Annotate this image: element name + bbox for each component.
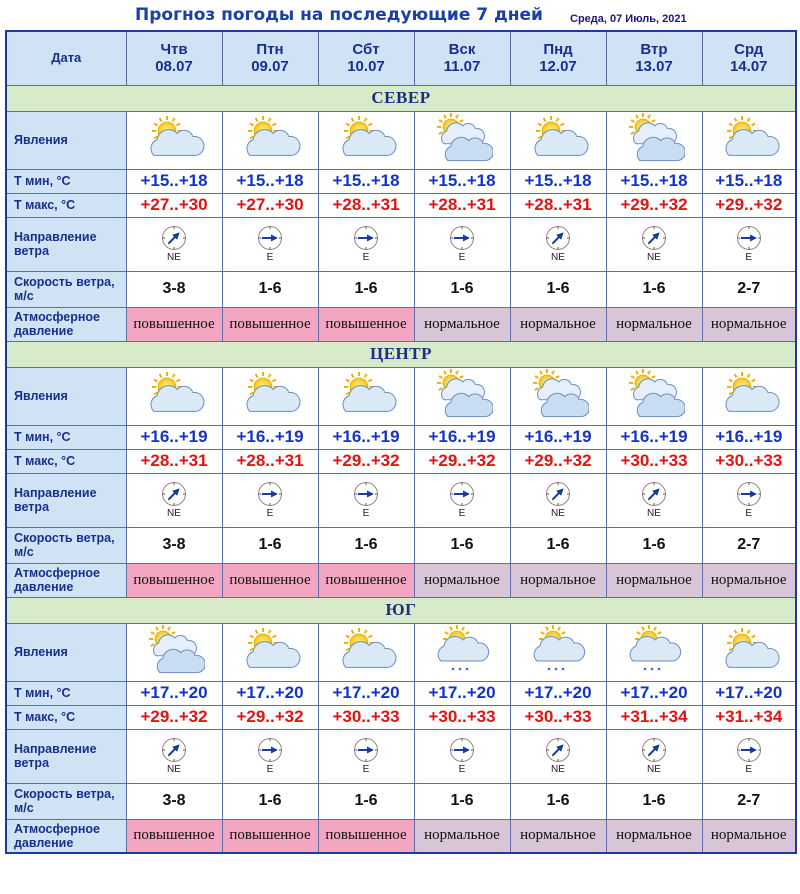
weather-icon-cell xyxy=(702,367,796,425)
day-date: 10.07 xyxy=(347,58,385,76)
wind-dir-cell xyxy=(318,217,414,271)
tmax-value: +28..+31 xyxy=(222,449,318,473)
tmin-value: +16..+19 xyxy=(222,425,318,449)
tmin-value: +17..+20 xyxy=(318,681,414,705)
pressure-value: повышенное xyxy=(126,819,222,853)
tmin-value: +17..+20 xyxy=(606,681,702,705)
tmax-value: +29..+32 xyxy=(702,193,796,217)
tmax-value: +31..+34 xyxy=(606,705,702,729)
day-header xyxy=(414,31,510,85)
wind-speed-value: 1-6 xyxy=(222,783,318,819)
tmax-label: Т макс, °C xyxy=(6,193,126,217)
pressure-value: нормальное xyxy=(414,307,510,341)
weather-icon-cell xyxy=(414,111,510,169)
pressure-value: повышенное xyxy=(318,819,414,853)
day-header xyxy=(318,31,414,85)
day-date: 13.07 xyxy=(635,58,673,76)
tmax-row xyxy=(6,193,796,217)
partly-cloudy-icon xyxy=(718,113,780,167)
compass-icon xyxy=(161,225,187,251)
wind-speed-value: 1-6 xyxy=(318,271,414,307)
tmin-value: +16..+19 xyxy=(318,425,414,449)
wind-speed-label: Скорость ветра, м/с xyxy=(6,783,126,819)
wind-dir-label: Направление ветра xyxy=(6,217,126,271)
wind-dir-cell xyxy=(414,473,510,527)
tmin-value: +15..+18 xyxy=(318,169,414,193)
wind-dir-cell xyxy=(414,217,510,271)
wind-speed-value: 3-8 xyxy=(126,783,222,819)
compass-icon xyxy=(257,225,283,251)
tmin-value: +15..+18 xyxy=(126,169,222,193)
weather-icon-cell xyxy=(318,623,414,681)
wind-dir-cell xyxy=(606,473,702,527)
tmin-value: +17..+20 xyxy=(126,681,222,705)
wind-dir-text: E xyxy=(266,508,274,519)
phenomena-row xyxy=(6,111,796,169)
day-of-week: Срд xyxy=(734,41,764,59)
tmin-value: +17..+20 xyxy=(222,681,318,705)
weather-icon-cell xyxy=(702,623,796,681)
tmax-value: +29..+32 xyxy=(510,449,606,473)
weather-icon-cell xyxy=(414,367,510,425)
phenomena-label: Явления xyxy=(6,623,126,681)
tmax-value: +29..+32 xyxy=(414,449,510,473)
wind-dir-text: NE xyxy=(551,252,565,263)
pressure-value: нормальное xyxy=(702,307,796,341)
wind-dir-text: NE xyxy=(647,508,661,519)
compass-icon xyxy=(161,481,187,507)
wind-speed-row xyxy=(6,783,796,819)
wind-speed-value: 3-8 xyxy=(126,527,222,563)
wind-dir-cell xyxy=(318,729,414,783)
wind-dir-row xyxy=(6,729,796,783)
region-row xyxy=(6,341,796,367)
wind-dir-cell xyxy=(606,217,702,271)
wind-speed-value: 1-6 xyxy=(510,271,606,307)
phenomena-label: Явления xyxy=(6,367,126,425)
tmin-value: +15..+18 xyxy=(414,169,510,193)
wind-speed-label: Скорость ветра, м/с xyxy=(6,271,126,307)
compass-icon xyxy=(545,481,571,507)
weather-icon-cell xyxy=(318,367,414,425)
weather-icon-cell xyxy=(510,111,606,169)
tmax-row xyxy=(6,705,796,729)
tmax-value: +28..+31 xyxy=(510,193,606,217)
tmax-value: +27..+30 xyxy=(126,193,222,217)
cloudy-sun-icon xyxy=(623,113,685,167)
wind-dir-cell xyxy=(222,217,318,271)
wind-speed-value: 1-6 xyxy=(606,783,702,819)
wind-speed-value: 1-6 xyxy=(414,527,510,563)
partly-cloudy-icon xyxy=(239,625,301,679)
wind-dir-cell xyxy=(126,729,222,783)
partly-cloudy-icon xyxy=(718,369,780,423)
compass-icon xyxy=(257,737,283,763)
wind-dir-cell xyxy=(606,729,702,783)
compass-icon xyxy=(449,481,475,507)
wind-dir-text: NE xyxy=(551,764,565,775)
wind-dir-text: E xyxy=(745,252,753,263)
tmax-value: +28..+31 xyxy=(126,449,222,473)
pressure-value: нормальное xyxy=(414,819,510,853)
tmax-value: +30..+33 xyxy=(510,705,606,729)
partly-cloudy-icon xyxy=(718,625,780,679)
weather-icon-cell xyxy=(126,623,222,681)
tmax-label: Т макс, °C xyxy=(6,449,126,473)
pressure-value: нормальное xyxy=(606,819,702,853)
region-row xyxy=(6,85,796,111)
weather-icon-cell xyxy=(126,111,222,169)
tmin-value: +16..+19 xyxy=(606,425,702,449)
compass-icon xyxy=(353,481,379,507)
wind-dir-cell xyxy=(126,217,222,271)
phenomena-row xyxy=(6,367,796,425)
weather-icon-cell xyxy=(222,111,318,169)
wind-dir-cell xyxy=(510,217,606,271)
weather-icon-cell xyxy=(414,623,510,681)
day-header xyxy=(222,31,318,85)
compass-icon xyxy=(449,737,475,763)
tmax-value: +30..+33 xyxy=(606,449,702,473)
tmax-value: +28..+31 xyxy=(318,193,414,217)
weather-icon-cell xyxy=(702,111,796,169)
wind-dir-cell xyxy=(510,729,606,783)
wind-dir-text: E xyxy=(745,508,753,519)
compass-icon xyxy=(545,225,571,251)
wind-dir-text: NE xyxy=(167,764,181,775)
cloudy-sun-icon xyxy=(431,369,493,423)
wind-dir-text: NE xyxy=(647,764,661,775)
light-rain-icon xyxy=(431,625,493,679)
tmin-value: +17..+20 xyxy=(414,681,510,705)
tmax-value: +29..+32 xyxy=(222,705,318,729)
pressure-value: нормальное xyxy=(414,563,510,597)
forecast-table xyxy=(5,30,797,854)
tmax-value: +31..+34 xyxy=(702,705,796,729)
day-date: 11.07 xyxy=(443,58,481,76)
tmin-row xyxy=(6,681,796,705)
light-rain-icon xyxy=(623,625,685,679)
tmin-row xyxy=(6,425,796,449)
compass-icon xyxy=(545,737,571,763)
wind-speed-value: 1-6 xyxy=(318,783,414,819)
partly-cloudy-icon xyxy=(239,113,301,167)
weather-icon-cell xyxy=(606,367,702,425)
wind-dir-row xyxy=(6,217,796,271)
region-row xyxy=(6,597,796,623)
day-header xyxy=(126,31,222,85)
pressure-value: повышенное xyxy=(222,819,318,853)
compass-icon xyxy=(449,225,475,251)
phenomena-label: Явления xyxy=(6,111,126,169)
region-name: СЕВЕР xyxy=(6,85,796,111)
pressure-label: Атмосферное давление xyxy=(6,307,126,341)
compass-icon xyxy=(353,225,379,251)
day-of-week: Втр xyxy=(640,41,668,59)
tmin-label: Т мин, °C xyxy=(6,169,126,193)
compass-icon xyxy=(641,225,667,251)
partly-cloudy-icon xyxy=(143,113,205,167)
wind-dir-text: NE xyxy=(167,252,181,263)
pressure-value: нормальное xyxy=(606,563,702,597)
tmin-value: +15..+18 xyxy=(510,169,606,193)
day-header xyxy=(606,31,702,85)
tmin-value: +15..+18 xyxy=(222,169,318,193)
partly-cloudy-icon xyxy=(335,369,397,423)
day-date: 12.07 xyxy=(539,58,577,76)
wind-speed-label: Скорость ветра, м/с xyxy=(6,527,126,563)
wind-dir-text: NE xyxy=(551,508,565,519)
wind-speed-value: 1-6 xyxy=(510,783,606,819)
weather-icon-cell xyxy=(606,623,702,681)
tmin-row xyxy=(6,169,796,193)
pressure-value: повышенное xyxy=(126,307,222,341)
compass-icon xyxy=(736,481,762,507)
pressure-value: повышенное xyxy=(318,307,414,341)
partly-cloudy-icon xyxy=(527,113,589,167)
tmax-value: +27..+30 xyxy=(222,193,318,217)
pressure-value: нормальное xyxy=(702,563,796,597)
wind-dir-label: Направление ветра xyxy=(6,473,126,527)
wind-dir-text: E xyxy=(458,508,466,519)
day-of-week: Чтв xyxy=(160,41,188,59)
tmin-label: Т мин, °C xyxy=(6,681,126,705)
tmax-value: +29..+32 xyxy=(318,449,414,473)
pressure-value: повышенное xyxy=(222,563,318,597)
tmax-value: +28..+31 xyxy=(414,193,510,217)
day-of-week: Вск xyxy=(448,41,476,59)
wind-dir-text: E xyxy=(362,764,370,775)
wind-speed-row xyxy=(6,271,796,307)
compass-icon xyxy=(353,737,379,763)
tmin-value: +16..+19 xyxy=(126,425,222,449)
wind-speed-row xyxy=(6,527,796,563)
pressure-value: нормальное xyxy=(510,307,606,341)
wind-dir-cell xyxy=(126,473,222,527)
wind-dir-text: E xyxy=(362,508,370,519)
wind-dir-text: NE xyxy=(647,252,661,263)
wind-dir-label: Направление ветра xyxy=(6,729,126,783)
wind-speed-value: 1-6 xyxy=(414,783,510,819)
partly-cloudy-icon xyxy=(335,113,397,167)
compass-icon xyxy=(736,225,762,251)
pressure-value: повышенное xyxy=(126,563,222,597)
tmax-value: +29..+32 xyxy=(126,705,222,729)
day-of-week: Пнд xyxy=(543,41,573,59)
pressure-row xyxy=(6,819,796,853)
weather-icon-cell xyxy=(222,367,318,425)
wind-dir-cell xyxy=(318,473,414,527)
phenomena-row xyxy=(6,623,796,681)
partly-cloudy-icon xyxy=(143,369,205,423)
pressure-row xyxy=(6,307,796,341)
day-of-week: Птн xyxy=(256,41,284,59)
wind-dir-row xyxy=(6,473,796,527)
weather-icon-cell xyxy=(222,623,318,681)
day-of-week: Сбт xyxy=(352,41,380,59)
wind-dir-text: E xyxy=(458,252,466,263)
tmax-value: +30..+33 xyxy=(414,705,510,729)
cloudy-sun-icon xyxy=(143,625,205,679)
compass-icon xyxy=(641,737,667,763)
wind-dir-text: E xyxy=(745,764,753,775)
wind-speed-value: 1-6 xyxy=(222,271,318,307)
partly-cloudy-icon xyxy=(239,369,301,423)
tmax-row xyxy=(6,449,796,473)
wind-speed-value: 1-6 xyxy=(318,527,414,563)
region-name: ЦЕНТР xyxy=(6,341,796,367)
wind-speed-value: 1-6 xyxy=(606,271,702,307)
pressure-value: повышенное xyxy=(318,563,414,597)
day-date: 14.07 xyxy=(729,58,768,76)
partly-cloudy-icon xyxy=(335,625,397,679)
wind-dir-text: E xyxy=(362,252,370,263)
wind-dir-text: E xyxy=(266,764,274,775)
wind-speed-value: 3-8 xyxy=(126,271,222,307)
wind-dir-text: E xyxy=(458,764,466,775)
weather-icon-cell xyxy=(510,367,606,425)
pressure-label: Атмосферное давление xyxy=(6,563,126,597)
wind-dir-text: E xyxy=(266,252,274,263)
wind-dir-cell xyxy=(702,473,796,527)
tmax-value: +30..+33 xyxy=(318,705,414,729)
day-date: 08.07 xyxy=(155,58,193,76)
tmin-value: +15..+18 xyxy=(606,169,702,193)
page-title: Прогноз погоды на последующие 7 дней xyxy=(135,5,543,25)
weather-icon-cell xyxy=(318,111,414,169)
wind-dir-text: NE xyxy=(167,508,181,519)
wind-speed-value: 1-6 xyxy=(414,271,510,307)
tmax-label: Т макс, °C xyxy=(6,705,126,729)
weather-icon-cell xyxy=(510,623,606,681)
day-header xyxy=(510,31,606,85)
pressure-value: нормальное xyxy=(606,307,702,341)
wind-speed-value: 1-6 xyxy=(222,527,318,563)
compass-icon xyxy=(257,481,283,507)
tmax-value: +30..+33 xyxy=(702,449,796,473)
weather-icon-cell xyxy=(606,111,702,169)
wind-dir-cell xyxy=(222,473,318,527)
cloudy-sun-icon xyxy=(527,369,589,423)
day-header xyxy=(702,31,796,85)
tmin-value: +17..+20 xyxy=(510,681,606,705)
tmin-value: +16..+19 xyxy=(414,425,510,449)
pressure-value: нормальное xyxy=(702,819,796,853)
pressure-value: нормальное xyxy=(510,563,606,597)
compass-icon xyxy=(161,737,187,763)
wind-speed-value: 1-6 xyxy=(510,527,606,563)
wind-dir-cell xyxy=(414,729,510,783)
wind-speed-value: 2-7 xyxy=(702,527,796,563)
compass-icon xyxy=(736,737,762,763)
date-header: Дата xyxy=(6,31,126,85)
tmax-value: +29..+32 xyxy=(606,193,702,217)
wind-dir-cell xyxy=(510,473,606,527)
tmin-value: +15..+18 xyxy=(702,169,796,193)
light-rain-icon xyxy=(527,625,589,679)
day-date: 09.07 xyxy=(251,58,289,76)
pressure-value: нормальное xyxy=(510,819,606,853)
pressure-row xyxy=(6,563,796,597)
tmin-value: +16..+19 xyxy=(510,425,606,449)
wind-dir-cell xyxy=(222,729,318,783)
tmin-label: Т мин, °C xyxy=(6,425,126,449)
wind-speed-value: 1-6 xyxy=(606,527,702,563)
pressure-label: Атмосферное давление xyxy=(6,819,126,853)
wind-dir-cell xyxy=(702,729,796,783)
region-name: ЮГ xyxy=(6,597,796,623)
wind-speed-value: 2-7 xyxy=(702,783,796,819)
header-row xyxy=(6,31,796,85)
cloudy-sun-icon xyxy=(623,369,685,423)
pressure-value: повышенное xyxy=(222,307,318,341)
wind-speed-value: 2-7 xyxy=(702,271,796,307)
tmin-value: +17..+20 xyxy=(702,681,796,705)
weather-icon-cell xyxy=(126,367,222,425)
compass-icon xyxy=(641,481,667,507)
wind-dir-cell xyxy=(702,217,796,271)
tmin-value: +16..+19 xyxy=(702,425,796,449)
cloudy-sun-icon xyxy=(431,113,493,167)
current-date: Среда, 07 Июль, 2021 xyxy=(570,13,687,25)
